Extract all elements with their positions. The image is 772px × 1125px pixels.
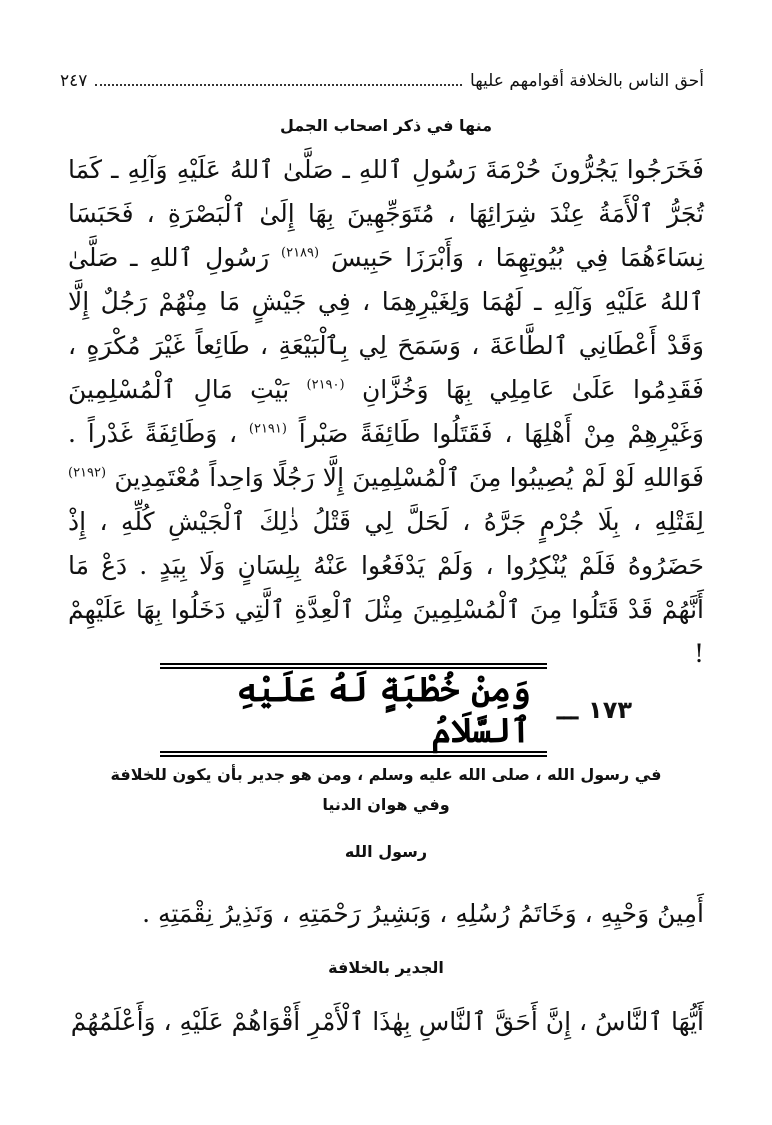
page-number: ٢٤٧ <box>60 71 88 91</box>
rasul-heading: رسول الله <box>344 842 428 861</box>
sermon-description-line: وفي هوان الدنيا <box>322 795 450 814</box>
paragraph-text: رَسُولِ ٱللهِ ـ صَلَّىٰ ٱللهُ عَلَيْهِ وَآلِهِ ـ لَهُمَا وَلِغَيْرِهِمَا ، فِي جَيْشٍ مَا مِنْهُمْ رَجُلٌ إِلَّا وَقَدْ أَعْطَانِي ٱلطَّاعَةَ ، وَسَمَحَ لِي بِٱلْبَيْعَةِ ، طَائِعاً غَيْرَ مُكْرَهٍ ، فَقَدِمُوا عَلَىٰ عَامِلِي بِهَا وَخُزَّانِ <box>68 243 704 404</box>
footnote-ref[interactable]: (٢١٩٢) <box>68 465 107 481</box>
paragraph-text: لِقَتْلِهِ ، بِلَا جُرْمٍ جَرَّهُ ، لَحَلَّ لِي قَتْلُ ذٰلِكَ ٱلْجَيْشِ كُلِّهِ ، إِذْ حَضَرُوهُ فَلَمْ يُنْكِرُوا ، وَلَمْ يَدْفَعُوا عَنْهُ بِلِسَانٍ وَلَا بِيَدٍ . دَعْ مَا أَنَّهُمْ قَدْ قَتَلُوا مِنَ ٱلْمُسْلِمِينَ مِثْلَ ٱلْعِدَّةِ ٱلَّتِي دَخَلُوا بِهَا عَلَيْهِمْ ! <box>68 507 704 668</box>
sermon-description <box>90 760 682 820</box>
sermon-dash: ـــ <box>556 695 579 725</box>
sermon-paragraph-jamal <box>68 148 704 676</box>
jamal-section-heading: منها في ذكر اصحاب الجمل <box>279 116 492 135</box>
paragraph-text: بَيْتِ مَالِ ٱلْمُسْلِمِينَ وَغَيْرِهِمْ مِنْ أَهْلِهَا ، فَقَتَلُوا طَائِفَةً صَبْراً <box>68 375 704 448</box>
rasul-paragraph: أَمِينُ وَحْيِهِ ، وَخَاتَمُ رُسُلِهِ ، وَبَشِيرُ رَحْمَتِهِ ، وَنَذِيرُ نِقْمَتِهِ . <box>142 899 704 928</box>
footnote-ref[interactable]: (٢١٨٩) <box>281 245 320 261</box>
sermon-title-line <box>160 670 632 751</box>
khilafa-paragraph: أَيُّهَا ٱلنَّاسُ ، إِنَّ أَحَقَّ ٱلنَّاسِ بِهٰذَا ٱلْأَمْرِ أَقْوَاهُمْ عَلَيْهِ ، وَأَعْلَمُهُمْ <box>70 1007 704 1036</box>
paragraph-text: ، وَطَائِفَةً غَدْراً . فَوَاللهِ لَوْ لَمْ يُصِيبُوا مِنَ ٱلْمُسْلِمِينَ إِلَّا رَجُلًا وَاحِداً مُعْتَمِدِينَ <box>68 419 704 492</box>
running-header <box>60 64 704 98</box>
khilafa-heading: الجدير بالخلافة <box>328 958 444 977</box>
footnote-ref[interactable]: (٢١٩٠) <box>306 377 345 393</box>
running-header-title: أحق الناس بالخلافة أقوامهم عليها <box>470 71 704 91</box>
sermon-description-line: في رسول الله ، صلى الله عليه وسلم ، ومن هو جدير بأن يكون للخلافة <box>110 765 662 784</box>
sermon-number: ١٧٣ <box>588 696 632 724</box>
sermon-calligraphic-title: وَمِنْ خُطْبَةٍ لَهُ عَلَيْهِ ٱلسَّلَامُ <box>160 663 547 757</box>
header-dotted-leader <box>95 84 462 86</box>
footnote-ref[interactable]: (٢١٩١) <box>248 421 287 437</box>
paragraph-text: فَخَرَجُوا يَجُرُّونَ حُرْمَةَ رَسُولِ ٱللهِ ـ صَلَّىٰ ٱللهُ عَلَيْهِ وَآلِهِ ـ كَمَا تُجَرُّ ٱلْأَمَةُ عِنْدَ شِرَائِهَا ، مُتَوَجِّهِينَ بِهَا إِلَىٰ ٱلْبَصْرَةِ ، فَحَبَسَا نِسَاءَهُمَا فِي بُيُوتِهِمَا ، وَأَبْرَزَا حَبِيسَ <box>68 155 704 272</box>
